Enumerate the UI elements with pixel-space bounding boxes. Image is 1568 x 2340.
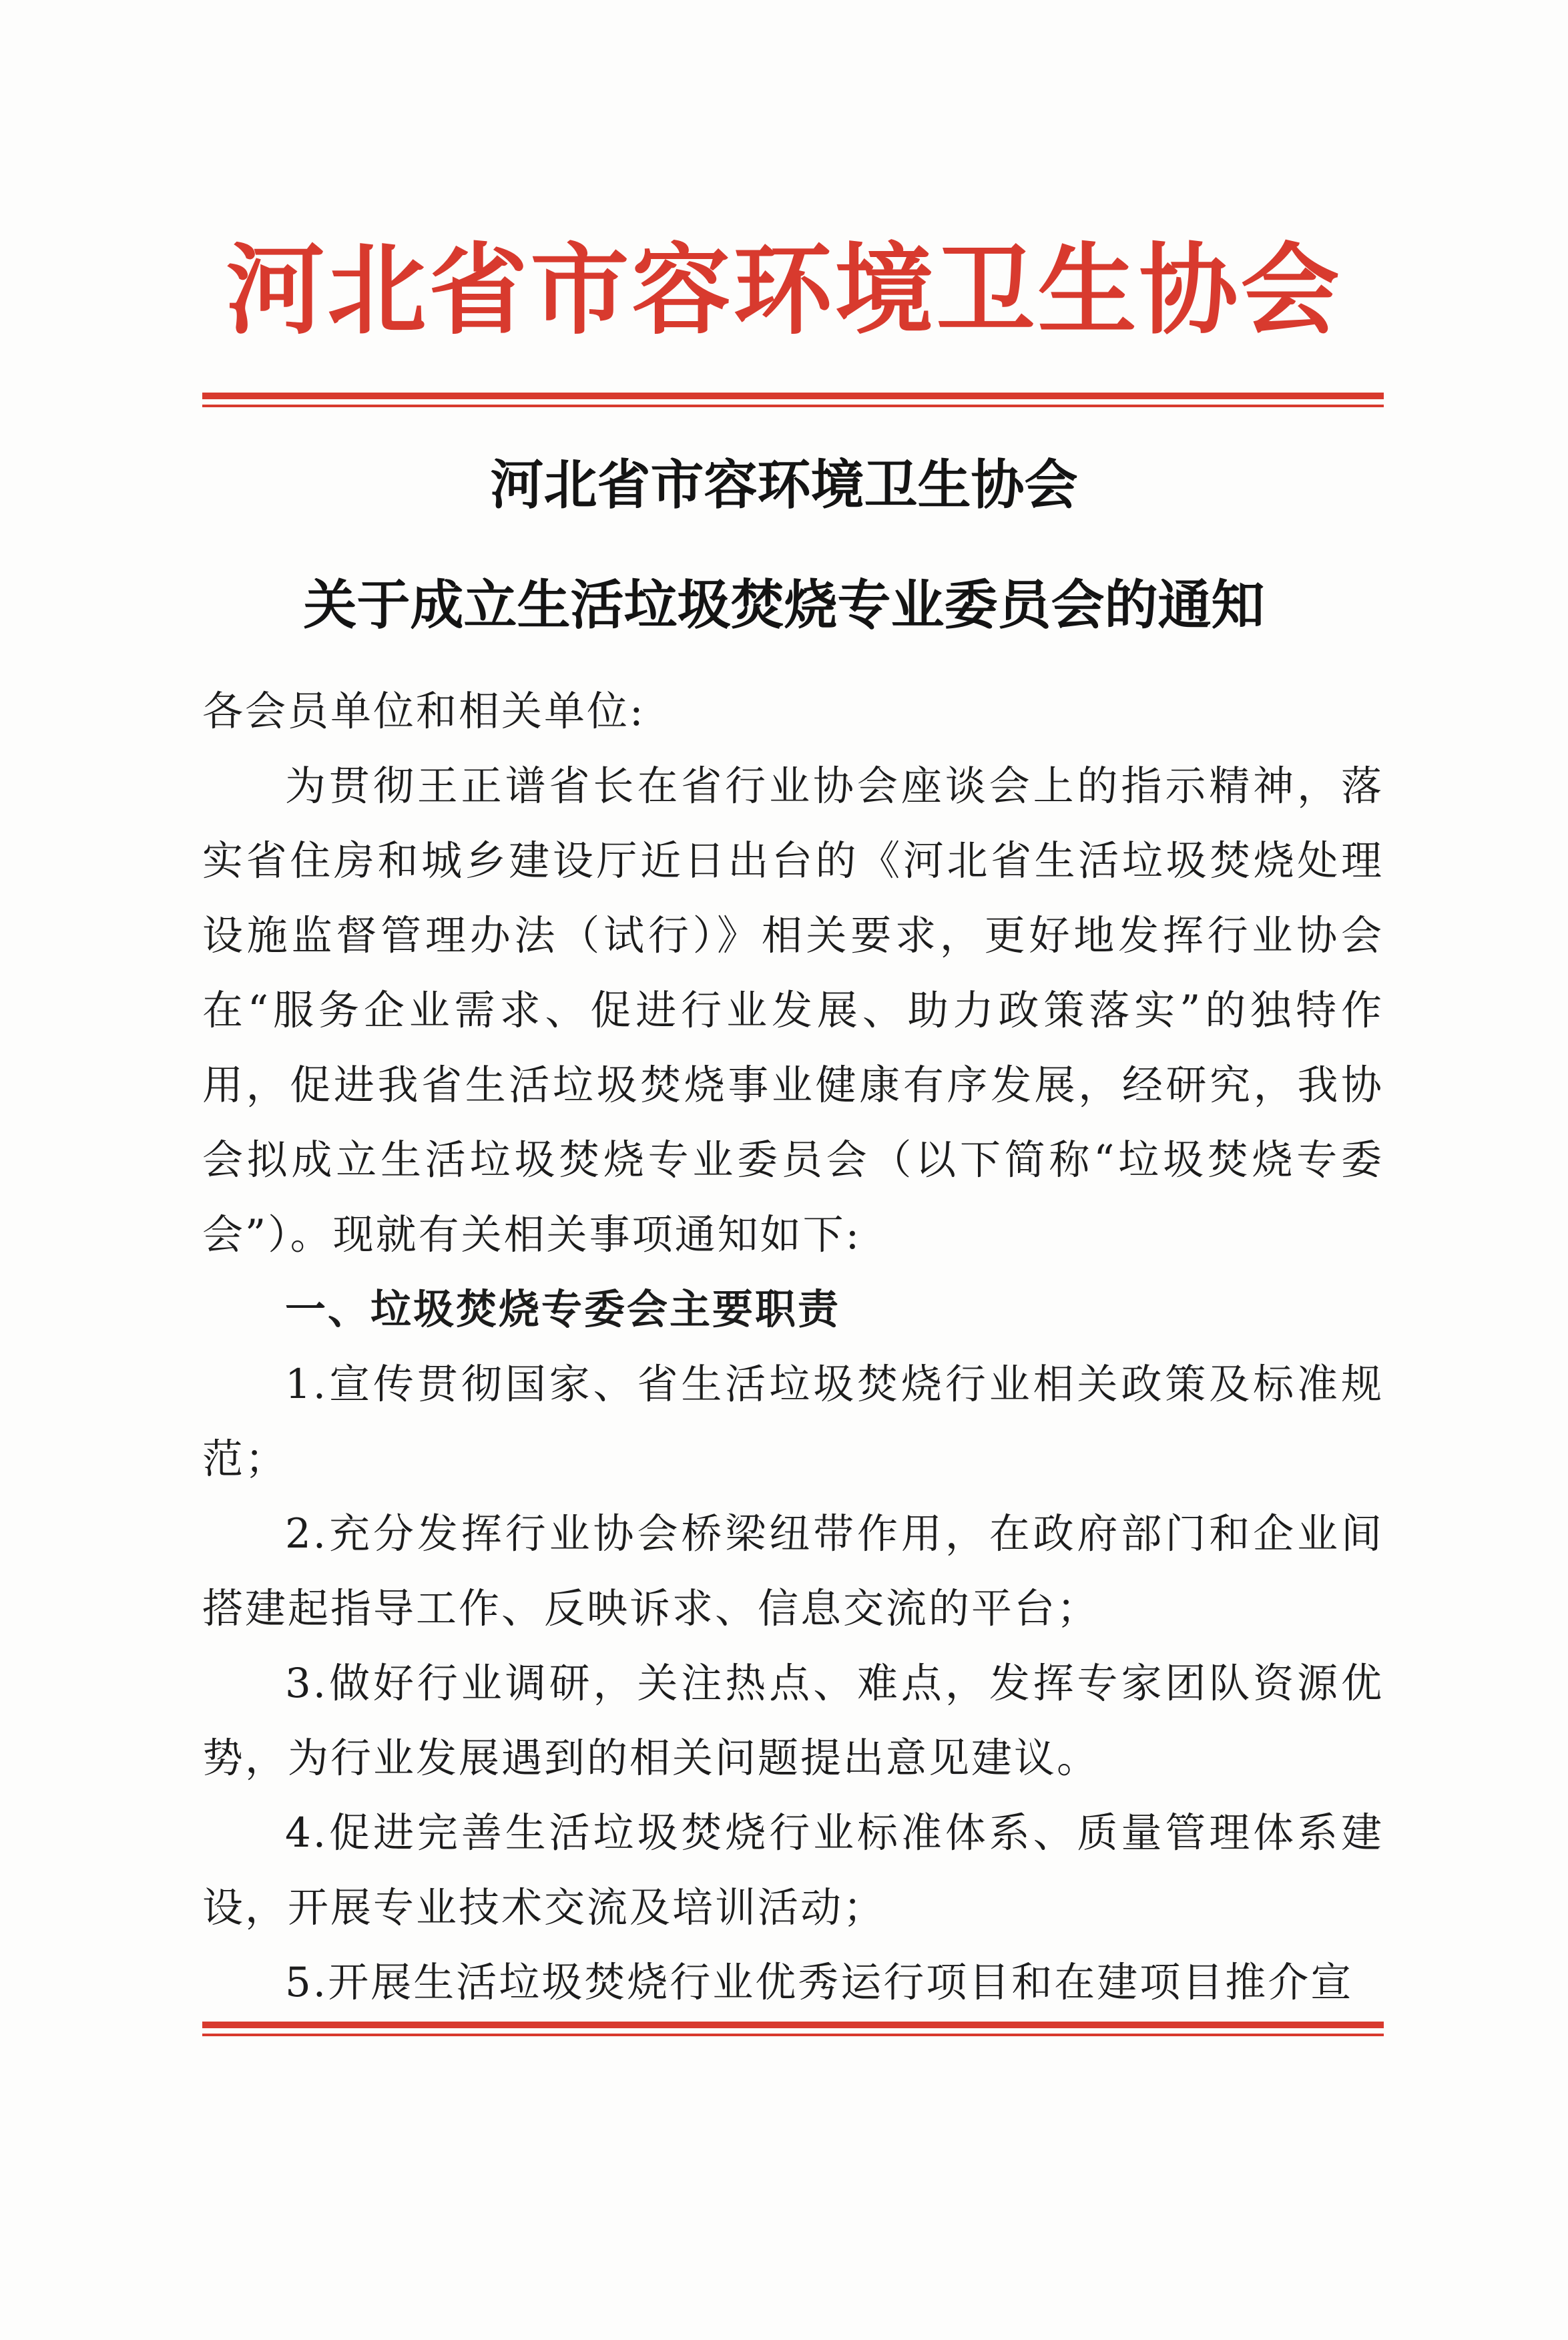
document-title-line1: 河北省市容环境卫生协会	[490, 453, 1078, 516]
duty-item-3: 3.做好行业调研，关注热点、难点，发挥专家团队资源优势，为行业发展遇到的相关问题提出意见建议。	[202, 1660, 1384, 1782]
org-letterhead: 河北省市容环境卫生协会	[226, 232, 1342, 348]
section-heading: 一、垃圾焚烧专委会主要职责	[285, 1286, 841, 1333]
footer-divider-thick	[202, 2022, 1384, 2028]
footer-divider-thin	[202, 2034, 1384, 2036]
header-divider-thin	[202, 405, 1384, 407]
header-divider-thick	[202, 393, 1384, 399]
document-title-line2: 关于成立生活垃圾焚烧专业委员会的通知	[303, 573, 1265, 636]
duty-item-4: 4.促进完善生活垃圾焚烧行业标准体系、质量管理体系建设，开展专业技术交流及培训活动；	[202, 1809, 1384, 1931]
header-divider	[202, 393, 1384, 407]
footer-divider	[202, 2022, 1384, 2036]
duty-item-2: 2.充分发挥行业协会桥梁纽带作用，在政府部门和企业间搭建起指导工作、反映诉求、信息交流的平台；	[202, 1510, 1384, 1632]
duty-item-1: 1.宣传贯彻国家、省生活垃圾焚烧行业相关政策及标准规范；	[202, 1361, 1384, 1483]
salutation: 各会员单位和相关单位:	[202, 688, 645, 735]
intro-paragraph: 为贯彻王正谱省长在省行业协会座谈会上的指示精神，落实省住房和城乡建设厅近日出台的《河北省生活垃圾焚烧处理设施监督管理办法（试行）》相关要求，更好地发挥行业协会在“服务企业需求、促进行业发展、助力政策落实”的独特作用，促进我省生活垃圾焚烧事业健康有序发展，经研究，我协会拟成立生活垃圾焚烧专业委员会（以下简称“垃圾焚烧专委会”）。现就有关相关事项通知如下:	[202, 762, 1384, 1258]
document-body	[202, 674, 1384, 2020]
duty-item-5: 5.开展生活垃圾焚烧行业优秀运行项目和在建项目推介宣	[285, 1959, 1354, 2006]
